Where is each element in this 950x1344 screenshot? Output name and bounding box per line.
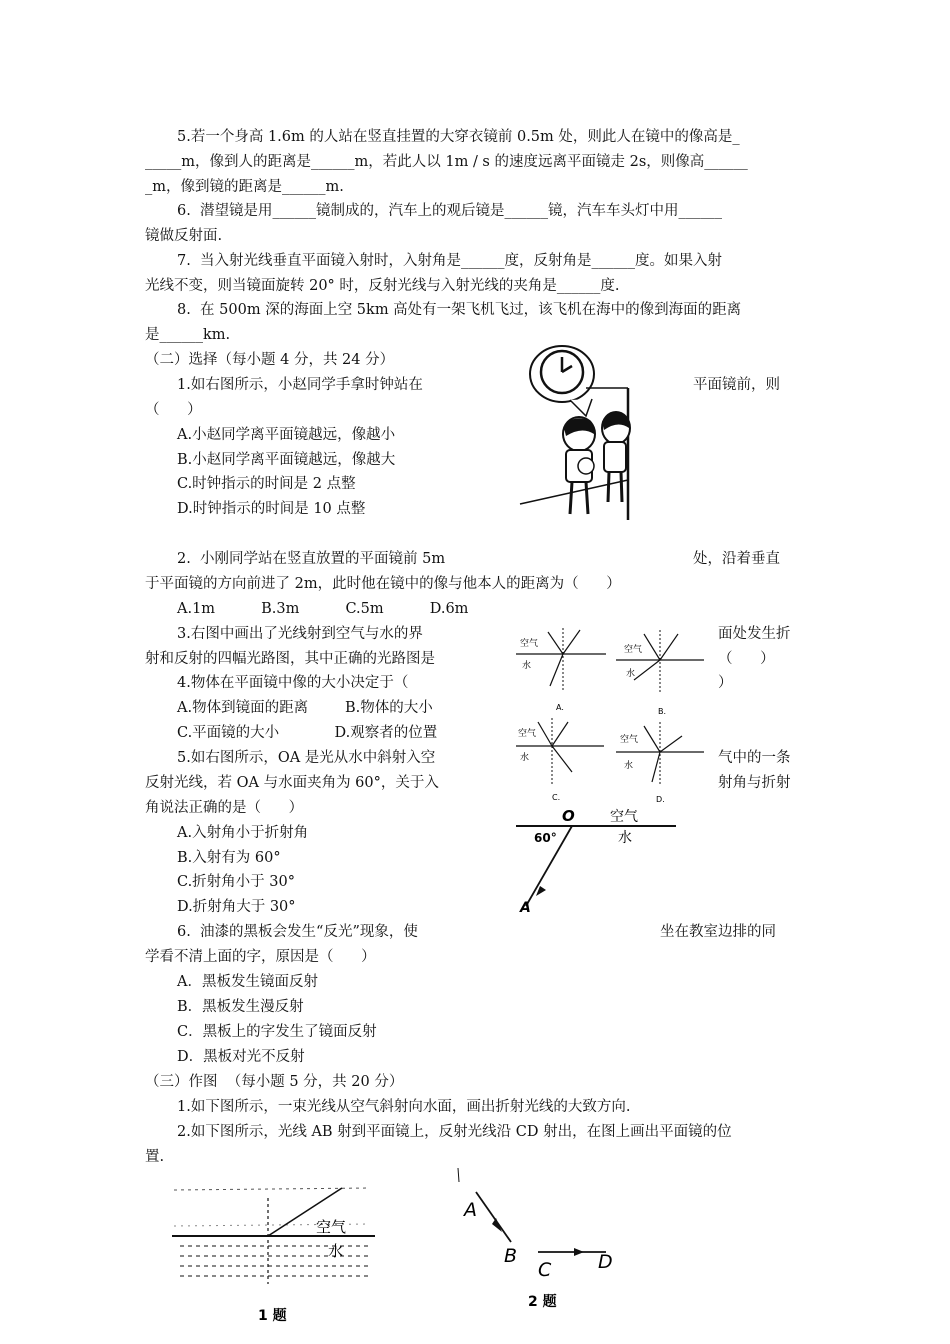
water-label: 水: [522, 661, 532, 671]
text-line: （ ）: [145, 402, 202, 418]
point-d-label: D: [598, 1251, 613, 1273]
diagram-label: D.: [656, 795, 665, 804]
option: D．黑板对光不反射: [177, 1049, 305, 1065]
text-line: 6. 潜望镜是用______镜制成的，汽车上的观后镜是______镜，汽车车头灯中用______: [177, 203, 723, 219]
draw-q2-figure: [456, 1164, 626, 1314]
oa-ray-figure: [510, 806, 680, 914]
text-line: 1.如下图所示，一束光线从空气斜射向水面，画出折射光线的大致方向.: [177, 1099, 631, 1115]
text-line: 射角与折射: [718, 775, 791, 791]
draw-q1-figure: [170, 1180, 380, 1325]
option: D.时钟指示的时间是 10 点整: [177, 501, 366, 517]
text-line: 1.如右图所示，小赵同学手拿时钟站在: [177, 377, 423, 393]
option: C.折射角小于 30°: [177, 874, 295, 890]
text-line: 镜做反射面.: [145, 228, 223, 244]
text-line: 气中的一条: [718, 750, 791, 766]
text-line: 是______km.: [145, 327, 231, 343]
point-b-label: B: [504, 1245, 518, 1267]
water-label: 水: [520, 753, 530, 763]
section-heading: （二）选择（每小题 4 分，共 24 分）: [145, 352, 395, 368]
text-line: 学看不清上面的字，原因是（ ）: [145, 949, 376, 965]
air-label: 空气: [624, 645, 643, 655]
text-line: 角说法正确的是（ ）: [145, 800, 304, 816]
point-a-label: A: [520, 900, 531, 914]
text-line: _m，像到镜的距离是______m.: [145, 179, 344, 195]
text-line: 8. 在 500m 深的海面上空 5km 高处有一架飞机飞过，该飞机在海中的像到海面的距离: [177, 302, 742, 318]
option: A．黑板发生镜面反射: [177, 974, 318, 990]
figure-caption: 2 题: [528, 1294, 557, 1310]
option: C.时钟指示的时间是 2 点整: [177, 476, 356, 492]
text-line: （ ）: [718, 651, 775, 667]
figure-caption: 1 题: [258, 1308, 287, 1324]
path-diagram-c: [516, 718, 604, 802]
diagram-label: A.: [556, 703, 564, 712]
option: A.小赵同学离平面镜越远，像越小: [177, 427, 396, 443]
option: D.折射角大于 30°: [177, 899, 296, 915]
option: B.小赵同学离平面镜越远，像越大: [177, 452, 396, 468]
point-a-label: A: [464, 1199, 477, 1221]
clock-mirror-figure: [500, 344, 690, 524]
water-label: 水: [626, 669, 636, 679]
text-line: 面处发生折: [718, 626, 791, 642]
text-line: 5.如右图所示，OA 是光从水中斜射入空: [177, 750, 436, 766]
text-line: 置.: [145, 1149, 165, 1165]
section-heading: （三）作图 （每小题 5 分，共 20 分）: [145, 1074, 404, 1090]
air-label: 空气: [316, 1218, 347, 1236]
option: C.平面镜的大小 D.观察者的位置: [177, 725, 438, 741]
option: B.入射有为 60°: [177, 850, 281, 866]
path-diagram-a: [516, 628, 606, 712]
text-line: 6. 油漆的黑板会发生“反光”现象，使: [177, 924, 418, 940]
text-line: 光线不变，则当镜面旋转 20° 时，反射光线与入射光线的夹角是______度.: [145, 278, 620, 294]
option: C．黑板上的字发生了镜面反射: [177, 1024, 377, 1040]
text-line: 3.右图中画出了光线射到空气与水的界: [177, 626, 423, 642]
option: B．黑板发生漫反射: [177, 999, 304, 1015]
refraction-paths-figure: [508, 622, 708, 810]
text-line: _____m，像到人的距离是______m，若此人以 1m / s 的速度远离平面镜走 2s，则像高______: [145, 154, 748, 170]
air-label: 空气: [620, 735, 639, 745]
water-label: 水: [328, 1242, 344, 1260]
option: A.物体到镜面的距离 B.物体的大小: [177, 700, 433, 716]
text-line: 7. 当入射光线垂直平面镜入射时，入射角是______度，反射角是______度。如果入射: [177, 253, 723, 269]
water-label: 水: [618, 830, 632, 846]
text-line: 射和反射的四幅光路图，其中正确的光路图是: [145, 651, 435, 667]
air-label: 空气: [518, 729, 537, 739]
text-line: 坐在教室边排的同: [660, 924, 776, 940]
air-label: 空气: [520, 639, 539, 649]
text-line: 于平面镜的方向前进了 2m，此时他在镜中的像与他本人的距离为（ ）: [145, 576, 621, 592]
path-diagram-d: [616, 722, 704, 804]
text-line: 5.若一个身高 1.6m 的人站在竖直挂置的大穿衣镜前 0.5m 处，则此人在镜中的像高是_: [177, 129, 740, 145]
angle-label: 60°: [534, 831, 557, 845]
option: A.入射角小于折射角: [177, 825, 309, 841]
text-line: 4.物体在平面镜中像的大小决定于（: [177, 675, 409, 691]
diagram-label: C.: [552, 793, 561, 802]
diagram-label: B.: [658, 707, 667, 716]
path-diagram-b: [616, 630, 704, 716]
air-label: 空气: [610, 809, 638, 825]
point-c-label: C: [538, 1259, 552, 1281]
point-o-label: O: [562, 807, 575, 825]
text-line: 平面镜前，则: [693, 377, 780, 393]
text-line: 2. 小刚同学站在竖直放置的平面镜前 5m: [177, 551, 446, 567]
water-label: 水: [624, 761, 634, 771]
text-line: 处，沿着垂直: [693, 551, 780, 567]
text-line: ）: [718, 675, 733, 691]
option: A.1m B.3m C.5m D.6m: [177, 601, 469, 617]
text-line: 2.如下图所示，光线 AB 射到平面镜上，反射光线沿 CD 射出，在图上画出平面镜的位: [177, 1124, 732, 1140]
text-line: 反射光线，若 OA 与水面夹角为 60°，关于入: [145, 775, 439, 791]
